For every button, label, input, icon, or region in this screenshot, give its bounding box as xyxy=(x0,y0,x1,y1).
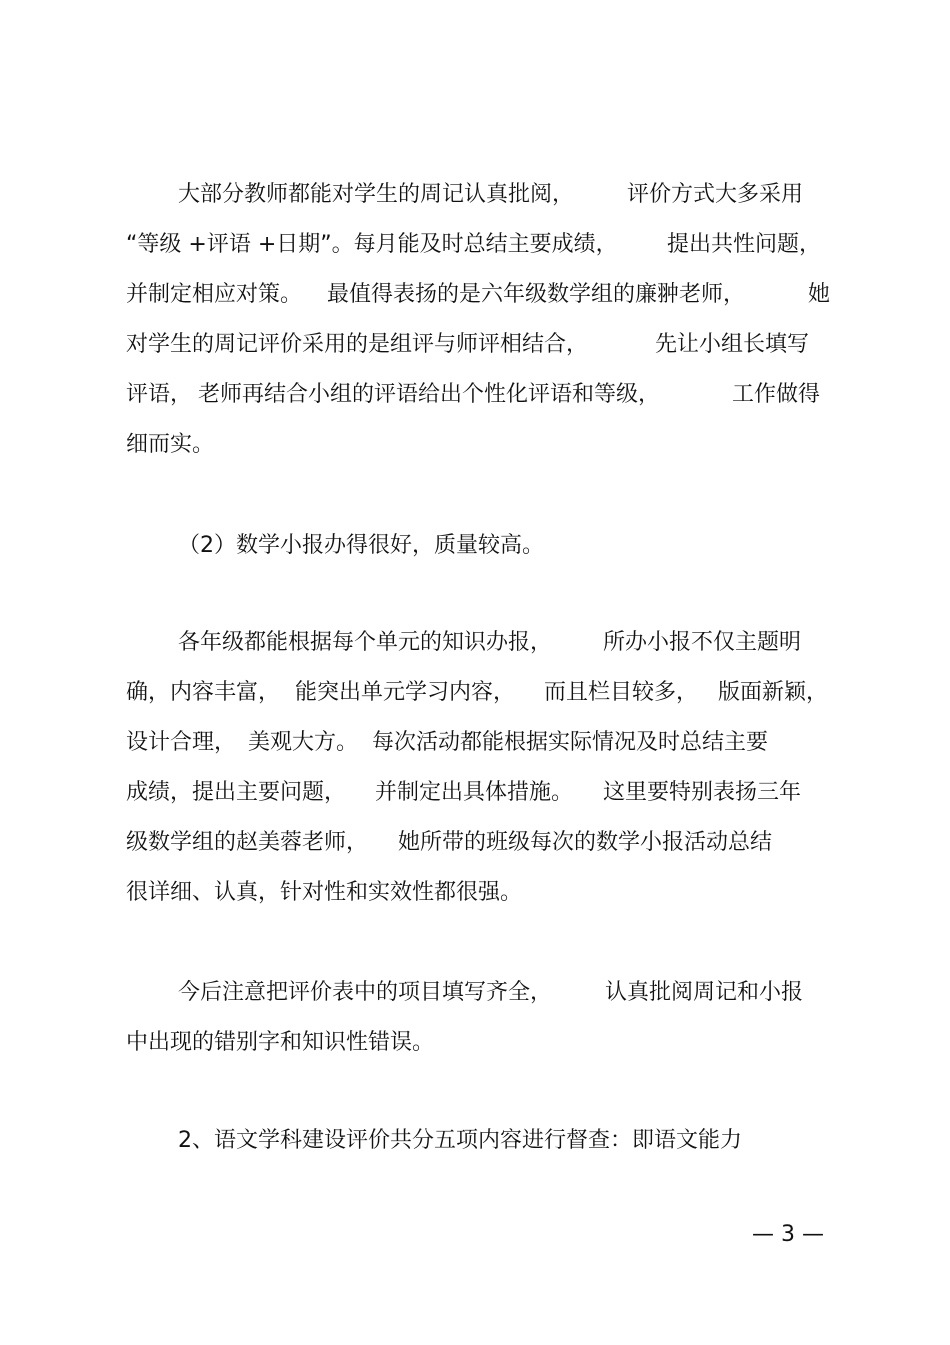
text-line xyxy=(0,330,950,360)
text-line xyxy=(0,678,950,708)
text-segment: 她 xyxy=(808,282,831,307)
text-segment: 对学生的周记评价采用的是组评与师评相结合， xyxy=(126,332,589,357)
text-segment: 老师再结合小组的评语给出个性化评语和等级， xyxy=(198,382,661,407)
text-segment: 最值得表扬的是六年级数学组的廉翀老师， xyxy=(327,282,746,307)
text-segment: 所办小报不仅主题明 xyxy=(603,630,802,655)
text-line xyxy=(0,180,950,210)
text-line xyxy=(0,380,950,410)
text-segment: 并制定相应对策。 xyxy=(126,282,303,307)
section-heading: （2）数学小报办得很好，质量较高。 xyxy=(178,533,544,558)
text-line xyxy=(0,878,950,908)
page-number: — 3 — xyxy=(752,1222,824,1247)
text-line xyxy=(0,728,950,758)
text-segment: 并制定出具体措施。 xyxy=(375,780,574,805)
text-segment: 美观大方。 xyxy=(248,730,359,755)
text-segment: 设计合理， xyxy=(126,730,237,755)
text-line xyxy=(0,778,950,808)
text-line xyxy=(0,628,950,658)
text-segment: 各年级都能根据每个单元的知识办报， xyxy=(178,630,553,655)
text-line xyxy=(0,230,950,260)
text-segment: 工作做得 xyxy=(732,382,821,407)
text-segment: 大部分教师都能对学生的周记认真批阅， xyxy=(178,182,575,207)
text-line xyxy=(0,430,950,460)
text-segment: “等级 +评语 +日期”。每月能及时总结主要成绩， xyxy=(126,232,618,257)
text-segment: 2、语文学科建设评价共分五项内容进行督查：即语文能力 xyxy=(178,1128,742,1153)
text-segment: 成绩，提出主要问题， xyxy=(126,780,347,805)
text-segment: 级数学组的赵美蓉老师， xyxy=(126,830,369,855)
text-segment: 很详细、认真，针对性和实效性都很强。 xyxy=(126,880,523,905)
heading-line xyxy=(0,531,950,561)
text-segment: 而且栏目较多， xyxy=(544,680,699,705)
text-segment: 版面新颖， xyxy=(718,680,829,705)
text-segment: 能突出单元学习内容， xyxy=(295,680,516,705)
text-segment: 先让小组长填写 xyxy=(655,332,810,357)
text-segment: 中出现的错别字和知识性错误。 xyxy=(126,1030,435,1055)
text-segment: 细而实。 xyxy=(126,432,215,457)
text-line xyxy=(0,1028,950,1058)
text-segment: 这里要特别表扬三年 xyxy=(603,780,802,805)
text-line xyxy=(0,828,950,858)
text-line xyxy=(0,1126,950,1156)
text-segment: 她所带的班级每次的数学小报活动总结 xyxy=(398,830,773,855)
text-line xyxy=(0,280,950,310)
text-segment: 提出共性问题， xyxy=(667,232,822,257)
text-line xyxy=(0,978,950,1008)
text-segment: 今后注意把评价表中的项目填写齐全， xyxy=(178,980,553,1005)
text-segment: 每次活动都能根据实际情况及时总结主要 xyxy=(372,730,769,755)
text-segment: 认真批阅周记和小报 xyxy=(605,980,804,1005)
text-segment: 评价方式大多采用 xyxy=(627,182,804,207)
text-segment: 确，内容丰富， xyxy=(126,680,281,705)
text-segment: 评语， xyxy=(126,382,193,407)
